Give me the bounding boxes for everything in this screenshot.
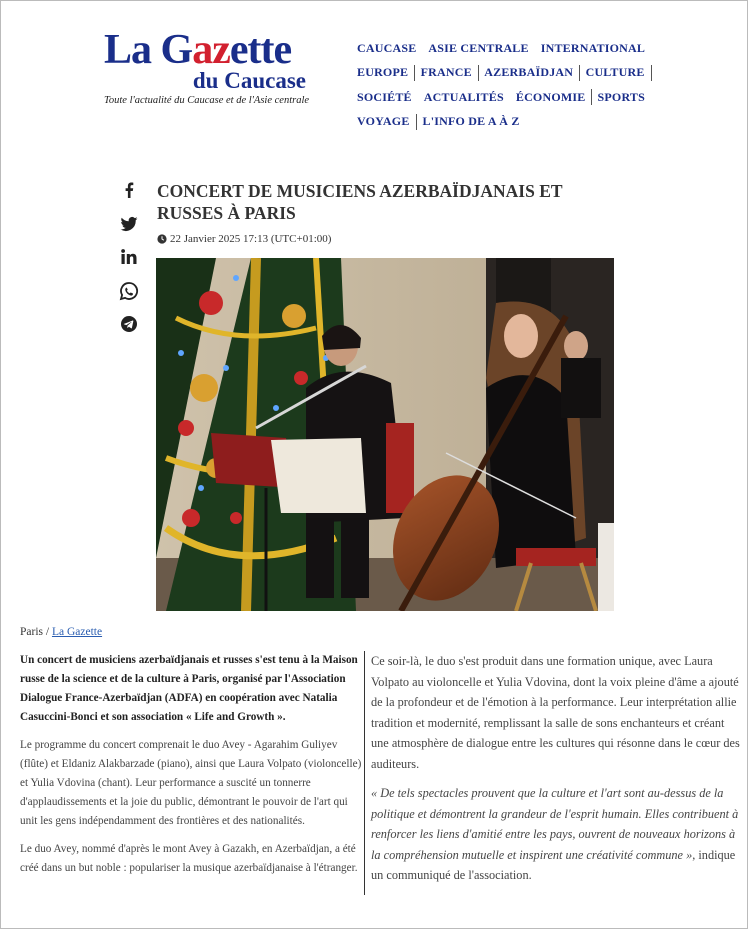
clock-icon — [157, 234, 167, 244]
nav-item-caucase[interactable]: CAUCASE — [357, 40, 417, 55]
nav-item-france[interactable]: FRANCE — [420, 65, 472, 80]
article-paragraph-1: Le programme du concert comprenait le duo Avey - Agarahim Guliyev (flûte) et Eldaniz Alakbarzade (piano), ainsi que Laura Volpato (violoncelle) et Yulia Vdovina (chant). Leur performance a suscité un tonnerre d'applaudissements et la joie du public, démontrant le pouvoir de l'art qui unit les gens indépendamment des frontières et des nationalités. — [20, 739, 362, 827]
nav-row — [357, 36, 657, 61]
logo-title: La Gazette — [104, 27, 292, 73]
nav-row — [357, 61, 657, 86]
nav-separator — [416, 114, 417, 130]
facebook-icon[interactable] — [119, 180, 139, 200]
nav-item-azerbaïdjan[interactable]: AZERBAÏDJAN — [484, 65, 574, 80]
nav-item-l-info-de-a-à-z[interactable]: L'INFO DE A À Z — [422, 114, 520, 129]
nav-item-culture[interactable]: CULTURE — [585, 65, 645, 80]
article-paragraph-3: Ce soir-là, le duo s'est produit dans une formation unique, avec Laura Volpato au violoncelle et Yulia Vdovina, dont la voix pleine d'âme a ajouté de la profondeur et de l'émotion à la performance. Leur interprétation allie tradition et modernité, remplissant la salle de sons enchanteurs et créant une atmosphère de dialogue entre les cultures qui résonne dans le cœur des auditeurs. — [371, 654, 740, 771]
nav-row — [357, 85, 657, 110]
nav-item-actualités[interactable]: ACTUALITÉS — [423, 89, 504, 104]
nav-item-sports[interactable]: SPORTS — [597, 89, 645, 104]
article-body-right — [371, 651, 741, 895]
article-photo[interactable] — [156, 258, 614, 611]
article-body-left — [20, 651, 363, 887]
nav-item-société[interactable]: SOCIÉTÉ — [357, 89, 412, 104]
column-divider — [364, 651, 365, 895]
whatsapp-icon[interactable] — [119, 281, 139, 301]
logo-subtitle: du Caucase — [192, 68, 306, 93]
nav-item-europe[interactable]: EUROPE — [357, 65, 409, 80]
article-lead: Un concert de musiciens azerbaïdjanais et russes s'est tenu à la Maison russe de la science et de la culture à Paris, organisé par l'Association Dialogue France-Azerbaïdjan (ADFA) en coopération avec Natalia Casuccini-Bonci et son association « Life and Growth ». — [20, 654, 358, 723]
source-link[interactable]: La Gazette — [51, 626, 103, 638]
article-source — [20, 626, 102, 638]
article-quote-attribution: , indique un communiqué de l'association. — [371, 847, 736, 882]
article-title: CONCERT DE MUSICIENS AZERBAÏDJANAIS ET RUSSES À PARIS — [157, 181, 563, 223]
concert-photo-illustration — [156, 258, 614, 611]
twitter-icon[interactable] — [119, 214, 139, 234]
nav-item-économie[interactable]: ÉCONOMIE — [515, 89, 586, 104]
article-date — [157, 233, 331, 245]
linkedin-icon[interactable] — [119, 247, 139, 267]
main-navigation — [357, 36, 657, 134]
article-quote: « De tels spectacles prouvent que la culture et l'art sont au-dessus de la politique et démontrent la grandeur de l'esprit humain. Elles contribuent à renforcer les liens d'amitié entre les pays, ouvrent de nouveaux horizons à la compréhension mutuelle et inspirent une créativité commune » — [371, 786, 739, 862]
article-quote-paragraph — [371, 783, 741, 886]
source-city: Paris / — [20, 626, 52, 638]
nav-item-voyage[interactable]: VOYAGE — [357, 114, 410, 129]
nav-item-asie-centrale[interactable]: ASIE CENTRALE — [428, 40, 529, 55]
article-paragraph-2: Le duo Avey, nommé d'après le mont Avey à Gazakh, en Azerbaïdjan, a été créé dans un but noble : populariser la musique azerbaïdjanaise à l'étranger. — [20, 843, 358, 874]
nav-row — [357, 110, 657, 135]
share-bar — [119, 180, 139, 348]
logo-tagline: Toute l'actualité du Caucase et de l'Asie centrale — [104, 95, 310, 106]
telegram-icon[interactable] — [119, 314, 139, 334]
article-date-text: 22 Janvier 2025 17:13 (UTC+01:00) — [170, 233, 332, 245]
site-logo[interactable] — [104, 27, 314, 106]
nav-item-international[interactable]: INTERNATIONAL — [540, 40, 646, 55]
